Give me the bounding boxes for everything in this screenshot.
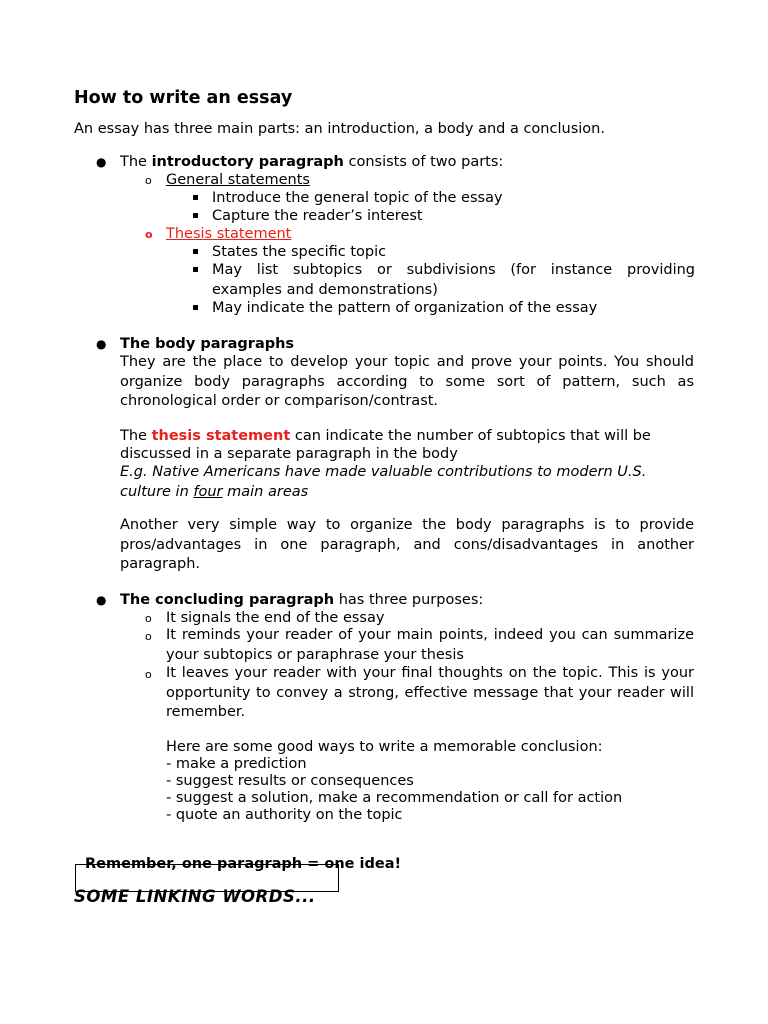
circle-bullet-icon: o [145,174,152,187]
conclusion-way: - suggest results or consequences [166,773,414,789]
example-pre: culture in [120,484,194,500]
thesis-statement-item: States the specific topic [212,244,387,260]
thesis-statement-item: May indicate the pattern of organization of the essay [212,300,598,316]
square-bullet-icon [193,195,198,200]
thesis-note-bold: thesis statement [151,428,291,444]
thesis-note-rest: can indicate the number of subtopics that will be [290,428,651,444]
general-statements-item: Introduce the general topic of the essay [212,190,503,206]
linking-words-heading: SOME LINKING WORDS... [74,887,316,906]
page-title: How to write an essay [74,88,293,108]
thesis-note-lead: The [120,428,152,444]
general-statements-item: Capture the reader’s interest [212,208,423,224]
thesis-statement-label: Thesis statement [166,226,292,242]
introductory-lead: The [120,154,152,170]
concluding-item: It leaves your reader with your final thoughts on the topic. This is your opportunity to convey a strong, effective message that your reader will remember. [166,665,694,720]
concluding-rest: has three purposes: [334,592,484,608]
bullet-icon: ● [96,593,107,607]
circle-bullet-icon: o [145,228,153,241]
square-bullet-icon [193,267,198,272]
conclusion-way: - quote an authority on the topic [166,807,403,823]
circle-bullet-icon: o [145,630,152,643]
bullet-icon: ● [96,337,107,351]
square-bullet-icon [193,249,198,254]
body-paragraph-2: Another very simple way to organize the body paragraphs is to provide pros/advantages in one paragraph, and cons/disadvantages in another paragraph. [120,517,694,572]
example-underline: four [193,484,223,500]
concluding-line [120,591,483,609]
concluding-bold: The concluding paragraph [120,592,335,608]
introductory-line [120,153,503,171]
example-line: E.g. Native Americans have made valuable contributions to modern U.S. [120,464,647,480]
introductory-rest: consists of two parts: [343,154,504,170]
conclusion-way: - make a prediction [166,756,307,772]
conclusion-ways-intro: Here are some good ways to write a memorable conclusion: [166,739,603,755]
introductory-bold: introductory paragraph [151,154,344,170]
general-statements-label: General statements [166,172,310,188]
conclusion-way: - suggest a solution, make a recommendation or call for action [166,790,623,806]
intro-paragraph: An essay has three main parts: an introduction, a body and a conclusion. [74,121,605,137]
body-paragraph: They are the place to develop your topic and prove your points. You should organize body paragraphs according to some sort of pattern, such as chronological order or comparison/contrast. [120,354,694,409]
body-heading: The body paragraphs [120,336,295,352]
example-line-2 [120,483,308,501]
thesis-statement-item: May list subtopics or subdivisions (for instance providing examples and demonstrations) [212,262,695,298]
bullet-icon: ● [96,155,107,169]
remember-note: Remember, one paragraph = one idea! [85,856,402,872]
square-bullet-icon [193,213,198,218]
thesis-note-line [120,427,651,445]
circle-bullet-icon: o [145,668,152,681]
example-post: main areas [222,484,309,500]
concluding-item: It reminds your reader of your main points, indeed you can summarize your subtopics or paraphrase your thesis [166,627,694,663]
circle-bullet-icon: o [145,612,152,625]
thesis-note-line-2: discussed in a separate paragraph in the body [120,446,458,462]
square-bullet-icon [193,305,198,310]
concluding-item: It signals the end of the essay [166,610,385,626]
